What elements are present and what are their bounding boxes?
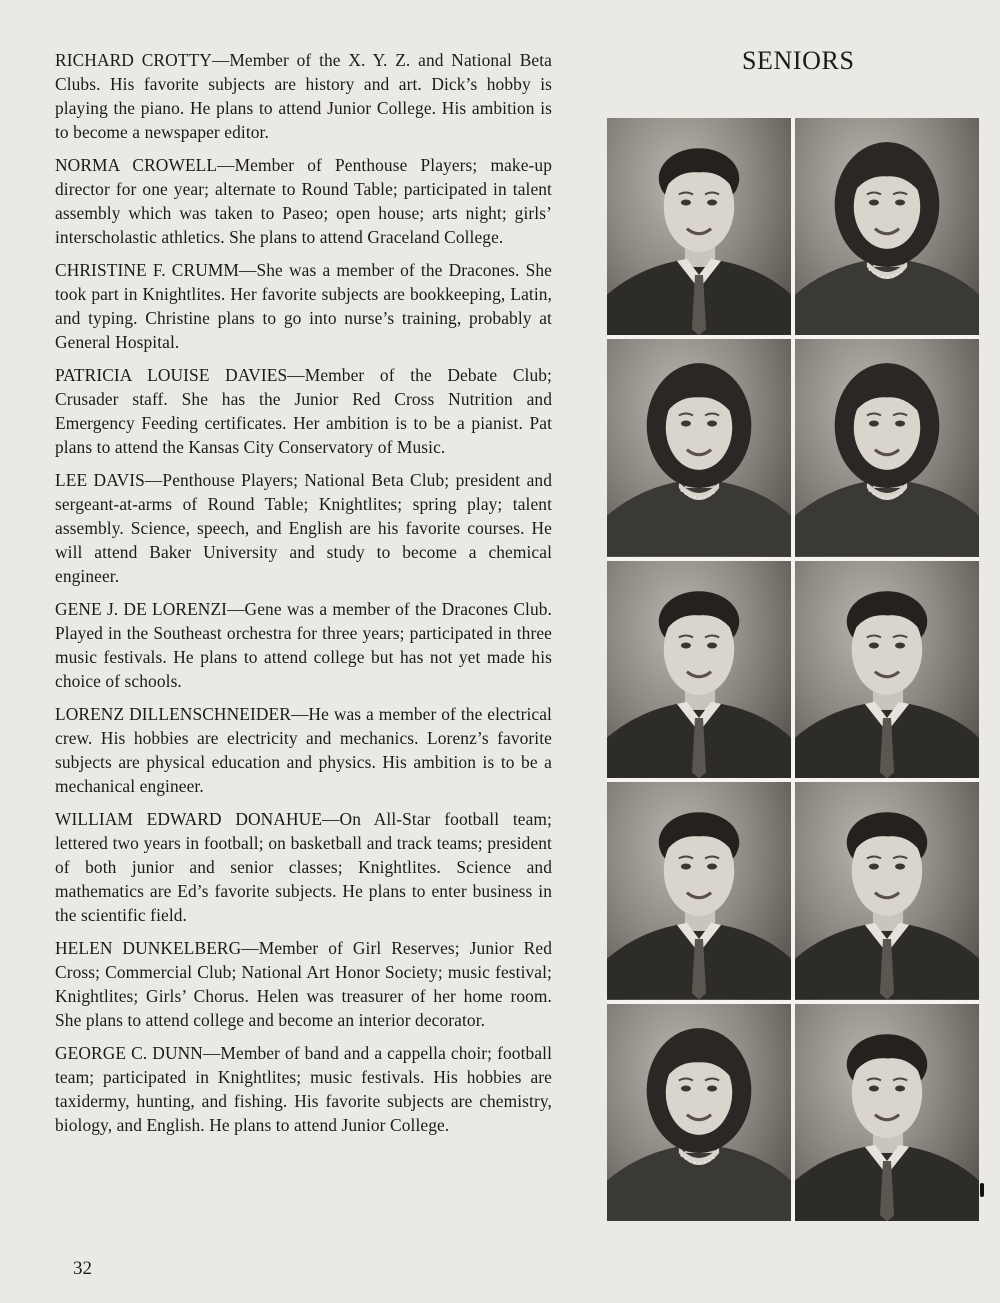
page-number: 32: [73, 1258, 92, 1279]
portrait-photo: [607, 1004, 791, 1221]
bio-entry: WILLIAM EDWARD DONAHUE—On All-Star football team; lettered two years in football; on basketball and track teams; president of both junior and senior classes; Knightlites. Science and mathematics are Ed’s favorite subjects. He plans to enter business in the scientific field.: [55, 809, 552, 925]
portrait-photo: [607, 339, 791, 556]
bio-entry: GEORGE C. DUNN—Member of band and a cappella choir; football team; participated in Knightlites; music festivals. His hobbies are taxidermy, hunting, and fishing. His favorite subjects are chemistry, biology, and English. He plans to attend Junior College.: [55, 1043, 552, 1135]
bio-entry: LORENZ DILLENSCHNEIDER—He was a member of the electrical crew. His hobbies are electricity and mechanics. Lorenz’s favorite subjects are physical education and physics. His ambition is to be a mechanical engineer.: [55, 704, 552, 796]
portrait-grid: [607, 118, 979, 1221]
portrait-photo: [607, 782, 791, 999]
bio-entry: HELEN DUNKELBERG—Member of Girl Reserves; Junior Red Cross; Commercial Club; National Art Honor Society; music festival; Knightlites; Girls’ Chorus. Helen was treasurer of her home room. She plans to attend college and become an interior decorator.: [55, 938, 552, 1030]
bio-column: [55, 48, 552, 1146]
portrait-photo: [795, 561, 979, 778]
portrait-photo: [795, 339, 979, 556]
bio-entry: NORMA CROWELL—Member of Penthouse Players; make-up director for one year; alternate to Round Table; participated in talent assembly which was taken to Paseo; open house; arts night; girls’ interscholastic athletics. She plans to attend Graceland College.: [55, 155, 552, 247]
portrait-photo: [607, 561, 791, 778]
bio-entry: CHRISTINE F. CRUMM—She was a member of the Dracones. She took part in Knightlites. Her favorite subjects are bookkeeping, Latin, and typing. Christine plans to go into nurse’s training, probably at General Hospital.: [55, 260, 552, 352]
bio-entry: GENE J. DE LORENZI—Gene was a member of the Dracones Club. Played in the Southeast orchestra for three years; participated in three music festivals. He plans to attend college but has not yet made his choice of schools.: [55, 599, 552, 691]
portrait-photo: [795, 118, 979, 335]
bio-entry: LEE DAVIS—Penthouse Players; National Beta Club; president and sergeant-at-arms of Round Table; Knightlites; spring play; talent assembly. Science, speech, and English are his favorite courses. He will attend Baker University and study to become a chemical engineer.: [55, 470, 552, 586]
portrait-photo: [795, 782, 979, 999]
bio-entry: RICHARD CROTTY—Member of the X. Y. Z. and National Beta Clubs. His favorite subjects are history and art. Dick’s hobby is playing the piano. He plans to attend Junior College. His ambition is to become a newspaper editor.: [55, 50, 552, 142]
portrait-photo: [795, 1004, 979, 1221]
bio-entry: PATRICIA LOUISE DAVIES—Member of the Debate Club; Crusader staff. She has the Junior Red Cross Nutrition and Emergency Feeding certificates. Her ambition is to be a pianist. Pat plans to attend the Kansas City Conservatory of Music.: [55, 365, 552, 457]
portrait-photo: [607, 118, 791, 335]
section-heading: SENIORS: [742, 46, 855, 75]
page-edge-mark: [980, 1183, 984, 1197]
